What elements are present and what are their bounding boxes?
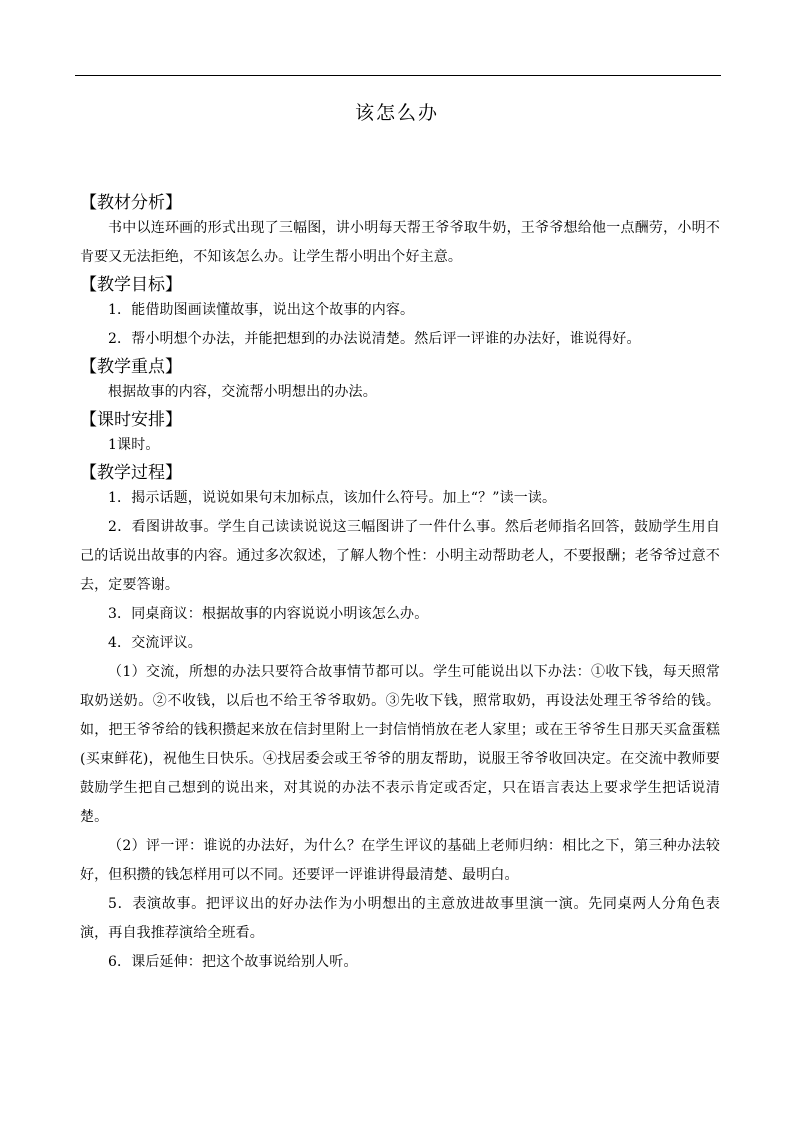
section-heading-key-points: 【教学重点】 <box>80 357 182 377</box>
process-step-4: 4．交流评议。 <box>108 635 202 651</box>
objective-item-1: 1．能借助图画读懂故事，说出这个故事的内容。 <box>108 302 415 318</box>
document-title: 该怎么办 <box>354 102 439 124</box>
process-step-6: 6．课后延伸：把这个故事说给别人听。 <box>108 954 358 970</box>
process-step-4-sub-2: （2）评一评：谁说的办法好，为什么？在学生评议的基础上老师归纳：相比之下，第三种办法较好，但积攒的钱怎样用可以不同。还要评一评谁讲得最清楚、最明白。 <box>80 838 720 883</box>
process-step-1: 1．揭示话题，说说如果句末加标点，该加什么符号。加上“？”读一读。 <box>108 490 557 506</box>
header-rule <box>75 75 721 76</box>
schedule-paragraph: 1课时。 <box>108 437 160 453</box>
section-heading-schedule: 【课时安排】 <box>80 410 182 430</box>
process-step-5: 5．表演故事。把评议出的好办法作为小明想出的主意放进故事里演一演。先同桌两人分角色表演，再自我推荐演给全班看。 <box>80 896 720 941</box>
process-step-4-sub-1: （1）交流，所想的办法只要符合故事情节都可以。学生可能说出以下办法：①收下钱，每天照常取奶送奶。②不收钱，以后也不给王爷爷取奶。③先收下钱，照常取奶，再设法处理王爷爷给的钱。如，把王爷爷给的钱积攒起来放在信封里附上一封信悄悄放在老人家里；或在王爷爷生日那天买盒蛋糕(买束鲜花)，祝他生日快乐。④找居委会或王爷爷的朋友帮助，说服王爷爷收回决定。在交流中教师要鼓励学生把自己想到的说出来，对其说的办法不表示肯定或否定，只在语言表达上要求学生把话说清楚。 <box>80 664 720 825</box>
key-point-paragraph: 根据故事的内容，交流帮小明想出的办法。 <box>108 384 377 400</box>
section-heading-analysis: 【教材分析】 <box>80 193 182 213</box>
section-heading-process: 【教学过程】 <box>80 463 182 483</box>
objective-item-2: 2．帮小明想个办法，并能把想到的办法说清楚。然后评一评谁的办法好，谁说得好。 <box>108 331 641 347</box>
section-heading-objectives: 【教学目标】 <box>80 275 182 295</box>
process-step-3: 3．同桌商议：根据故事的内容说说小明该怎么办。 <box>108 606 429 622</box>
process-step-2: 2．看图讲故事。学生自己读读说说这三幅图讲了一件什么事。然后老师指名回答，鼓励学生用自己的话说出故事的内容。通过多次叙述，了解人物个性：小明主动帮助老人，不要报酬；老爷爷过意不去，定要答谢。 <box>80 519 720 593</box>
document-body <box>80 190 720 977</box>
analysis-paragraph: 书中以连环画的形式出现了三幅图，讲小明每天帮王爷爷取牛奶，王爷爷想给他一点酬劳，小明不肯要又无法拒绝，不知该怎么办。让学生帮小明出个好主意。 <box>80 220 720 265</box>
